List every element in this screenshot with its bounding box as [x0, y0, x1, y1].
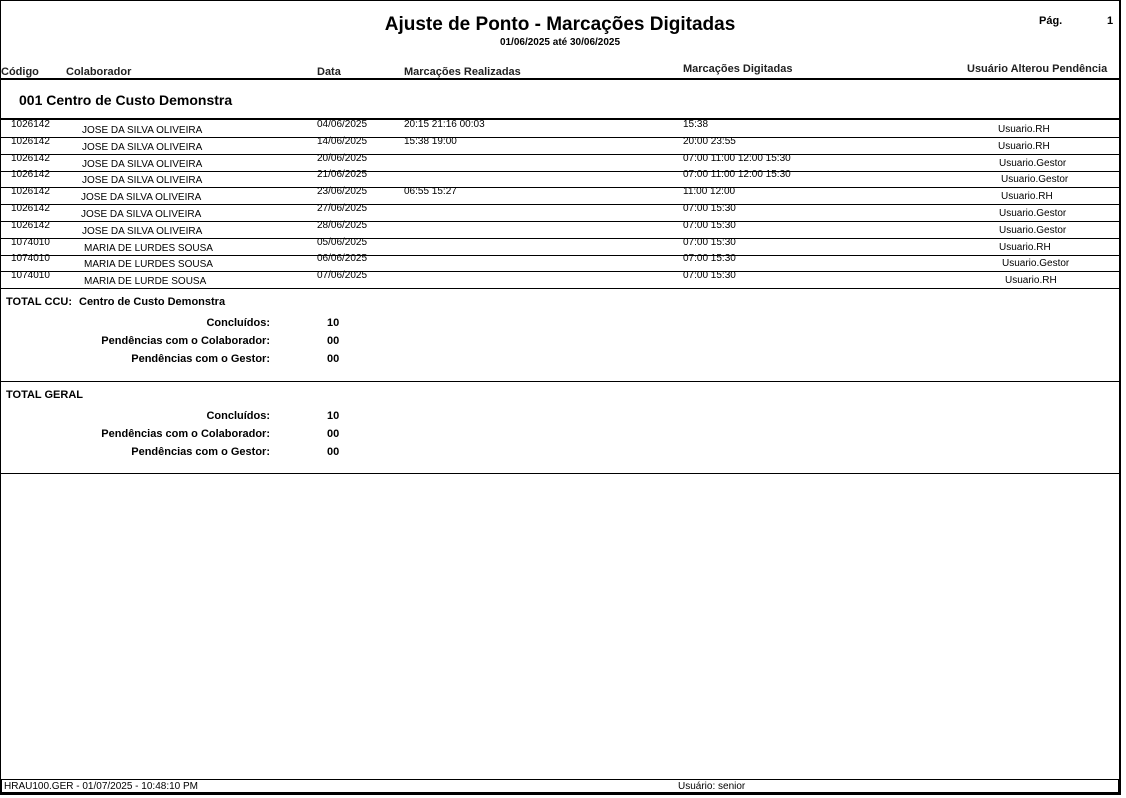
cell-data: 05/06/2025	[317, 236, 368, 248]
cell-codigo: 1074010	[11, 253, 50, 265]
ccu-concluidos-value: 10	[327, 317, 340, 329]
cell-colaborador: JOSE DA SILVA OLIVEIRA	[82, 125, 203, 136]
cell-marcacoes-digitadas: 20:00 23:55	[683, 135, 736, 147]
cell-usuario: Usuario.Gestor	[999, 208, 1067, 219]
cell-marcacoes-realizadas: 15:38 19:00	[404, 135, 457, 147]
table-row	[0, 236, 1120, 256]
cell-codigo: 1026142	[11, 186, 50, 198]
footer-program-info: HRAU100.GER - 01/07/2025 - 10:48:10 PM	[4, 781, 198, 792]
cell-colaborador: MARIA DE LURDE SOUSA	[84, 276, 207, 288]
ccu-pend-gestor-value: 00	[327, 353, 340, 365]
geral-pend-colab-label: Pendências com o Colaborador:	[101, 428, 270, 440]
cell-usuario: Usuario.Gestor	[999, 157, 1067, 169]
cell-colaborador: JOSE DA SILVA OLIVEIRA	[81, 192, 202, 204]
table-row	[0, 152, 1120, 172]
ccu-pend-gestor-label: Pendências com o Gestor:	[131, 353, 270, 365]
column-header-marcacoes-digitadas: Marcações Digitadas	[683, 63, 793, 75]
table-row	[0, 272, 1120, 289]
table-row	[0, 135, 1120, 155]
page-label: Pág.	[1039, 15, 1063, 27]
cell-marcacoes-digitadas: 11:00 12:00	[683, 186, 736, 198]
cell-colaborador: JOSE DA SILVA OLIVEIRA	[82, 158, 203, 170]
column-header-colaborador: Colaborador	[66, 66, 132, 78]
ccu-pend-colab-value: 00	[327, 335, 340, 347]
cell-colaborador: MARIA DE LURDES SOUSA	[84, 242, 213, 254]
cell-usuario: Usuario.Gestor	[999, 224, 1067, 236]
table-row	[0, 188, 1120, 205]
column-header-marcacoes-realizadas: Marcações Realizadas	[404, 66, 521, 78]
ccu-pend-colab-label: Pendências com o Colaborador:	[101, 335, 270, 347]
table-row	[0, 205, 1120, 222]
column-header-usuario: Usuário Alterou Pendência	[967, 63, 1108, 75]
footer-user: Usuário: senior	[678, 781, 746, 792]
cell-marcacoes-digitadas: 07:00 15:30	[683, 236, 736, 248]
table-row	[0, 219, 1120, 239]
cell-codigo: 1026142	[11, 119, 50, 130]
cell-usuario: Usuario.RH	[1005, 275, 1057, 287]
cell-data: 07/06/2025	[317, 270, 368, 282]
geral-concluidos-label: Concluídos:	[206, 410, 270, 422]
page-number: 1	[1107, 15, 1114, 27]
table-row	[0, 255, 1120, 272]
total-ccu-name: Centro de Custo Demonstra	[79, 296, 226, 308]
cell-data: 04/06/2025	[317, 119, 368, 130]
cell-codigo: 1026142	[11, 169, 50, 181]
cell-marcacoes-digitadas: 15:38	[683, 119, 709, 130]
cell-data: 21/06/2025	[317, 169, 368, 181]
cell-marcacoes-digitadas: 07:00 15:30	[683, 253, 736, 265]
cell-marcacoes-realizadas: 06:55 15:27	[404, 186, 457, 198]
cell-marcacoes-digitadas: 07:00 15:30	[683, 203, 736, 214]
cell-marcacoes-realizadas: 20:15 21:16 00:03	[404, 119, 485, 130]
geral-pend-gestor-label: Pendências com o Gestor:	[131, 446, 270, 458]
cell-marcacoes-digitadas: 07:00 15:30	[683, 270, 736, 282]
cell-codigo: 1026142	[11, 219, 50, 231]
cell-codigo: 1074010	[11, 236, 50, 248]
cell-usuario: Usuario.Gestor	[1001, 174, 1069, 186]
column-header-codigo: Código	[1, 66, 39, 78]
total-geral-label: TOTAL GERAL	[6, 389, 83, 401]
cell-colaborador: JOSE DA SILVA OLIVEIRA	[82, 175, 203, 187]
cell-codigo: 1026142	[11, 152, 50, 164]
total-ccu-label: TOTAL CCU:	[6, 296, 72, 308]
cell-colaborador: JOSE DA SILVA OLIVEIRA	[82, 141, 203, 153]
cell-data: 20/06/2025	[317, 152, 368, 164]
cell-codigo: 1026142	[11, 135, 50, 147]
cell-data: 06/06/2025	[317, 253, 368, 265]
cell-data: 27/06/2025	[317, 203, 368, 214]
table-row	[0, 121, 1120, 138]
cell-marcacoes-digitadas: 07:00 11:00 12:00 15:30	[683, 152, 791, 164]
geral-concluidos-value: 10	[327, 410, 340, 422]
ccu-concluidos-label: Concluídos:	[206, 317, 270, 329]
cell-usuario: Usuario.RH	[1001, 191, 1053, 203]
cell-usuario: Usuario.RH	[998, 140, 1050, 152]
cell-marcacoes-digitadas: 07:00 11:00 12:00 15:30	[683, 169, 791, 181]
cell-codigo: 1074010	[11, 270, 50, 282]
table-row	[0, 171, 1120, 188]
column-header-data: Data	[317, 66, 341, 78]
cell-data: 23/06/2025	[317, 186, 368, 198]
geral-pend-gestor-value: 00	[327, 446, 340, 458]
cell-marcacoes-digitadas: 07:00 15:30	[683, 219, 736, 231]
geral-pend-colab-value: 00	[327, 428, 340, 440]
section-title: 001 Centro de Custo Demonstra	[19, 92, 233, 108]
cell-data: 14/06/2025	[317, 135, 368, 147]
cell-colaborador: JOSE DA SILVA OLIVEIRA	[82, 225, 203, 237]
row-divider	[0, 288, 1120, 289]
cell-colaborador: JOSE DA SILVA OLIVEIRA	[81, 209, 202, 220]
cell-data: 28/06/2025	[317, 219, 368, 231]
cell-colaborador: MARIA DE LURDES SOUSA	[84, 259, 213, 271]
cell-usuario: Usuario.Gestor	[1002, 258, 1070, 270]
report-period: 01/06/2025 até 30/06/2025	[499, 37, 621, 48]
cell-usuario: Usuario.RH	[998, 124, 1050, 135]
report-title: Ajuste de Ponto - Marcações Digitadas	[384, 14, 736, 35]
cell-usuario: Usuario.RH	[999, 241, 1051, 253]
cell-codigo: 1026142	[11, 203, 50, 214]
